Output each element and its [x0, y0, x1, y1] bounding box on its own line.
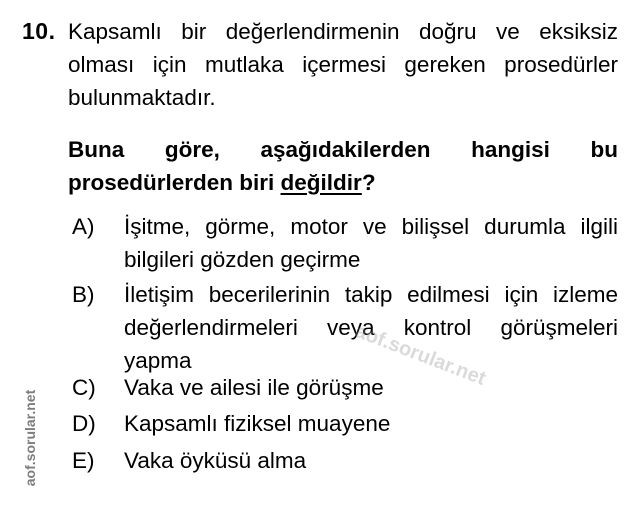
- option-letter: D): [72, 411, 96, 436]
- option-letter: B): [72, 282, 95, 307]
- option-letter: E): [72, 448, 95, 473]
- prompt-text: Buna göre, aşağıdakilerden hangisi bu prosedürlerden biri: [68, 137, 618, 195]
- option-c[interactable]: [72, 371, 618, 404]
- prompt-negation: değildir: [280, 170, 362, 195]
- option-text: İşitme, görme, motor ve bilişsel durumla ilgili bilgileri gözden geçirme: [124, 214, 618, 272]
- option-text: Vaka ve ailesi ile görüşme: [124, 375, 384, 400]
- option-e[interactable]: [72, 444, 618, 477]
- option-letter: A): [72, 214, 95, 239]
- option-b[interactable]: [72, 278, 618, 377]
- question-prompt: [68, 133, 618, 199]
- option-a[interactable]: [72, 210, 618, 276]
- prompt-mark: ?: [361, 170, 376, 195]
- option-text: Vaka öyküsü alma: [124, 448, 307, 473]
- question-number: 10.: [22, 18, 56, 44]
- option-text: İletişim becerilerinin takip edilmesi için izleme değerlendirmeleri veya kontrol görüşmeleri yapma: [124, 282, 618, 373]
- question-stem: Kapsamlı bir değerlendirmenin doğru ve eksiksiz olması için mutlaka içermesi gereken prosedürler bulunmaktadır.: [68, 19, 618, 110]
- option-text: Kapsamlı fiziksel muayene: [124, 411, 391, 436]
- watermark-diagonal: aof.sorular.net: [352, 320, 489, 390]
- option-d[interactable]: [72, 407, 618, 440]
- watermark-side: aof.sorular.net: [22, 389, 38, 487]
- option-letter: C): [72, 375, 96, 400]
